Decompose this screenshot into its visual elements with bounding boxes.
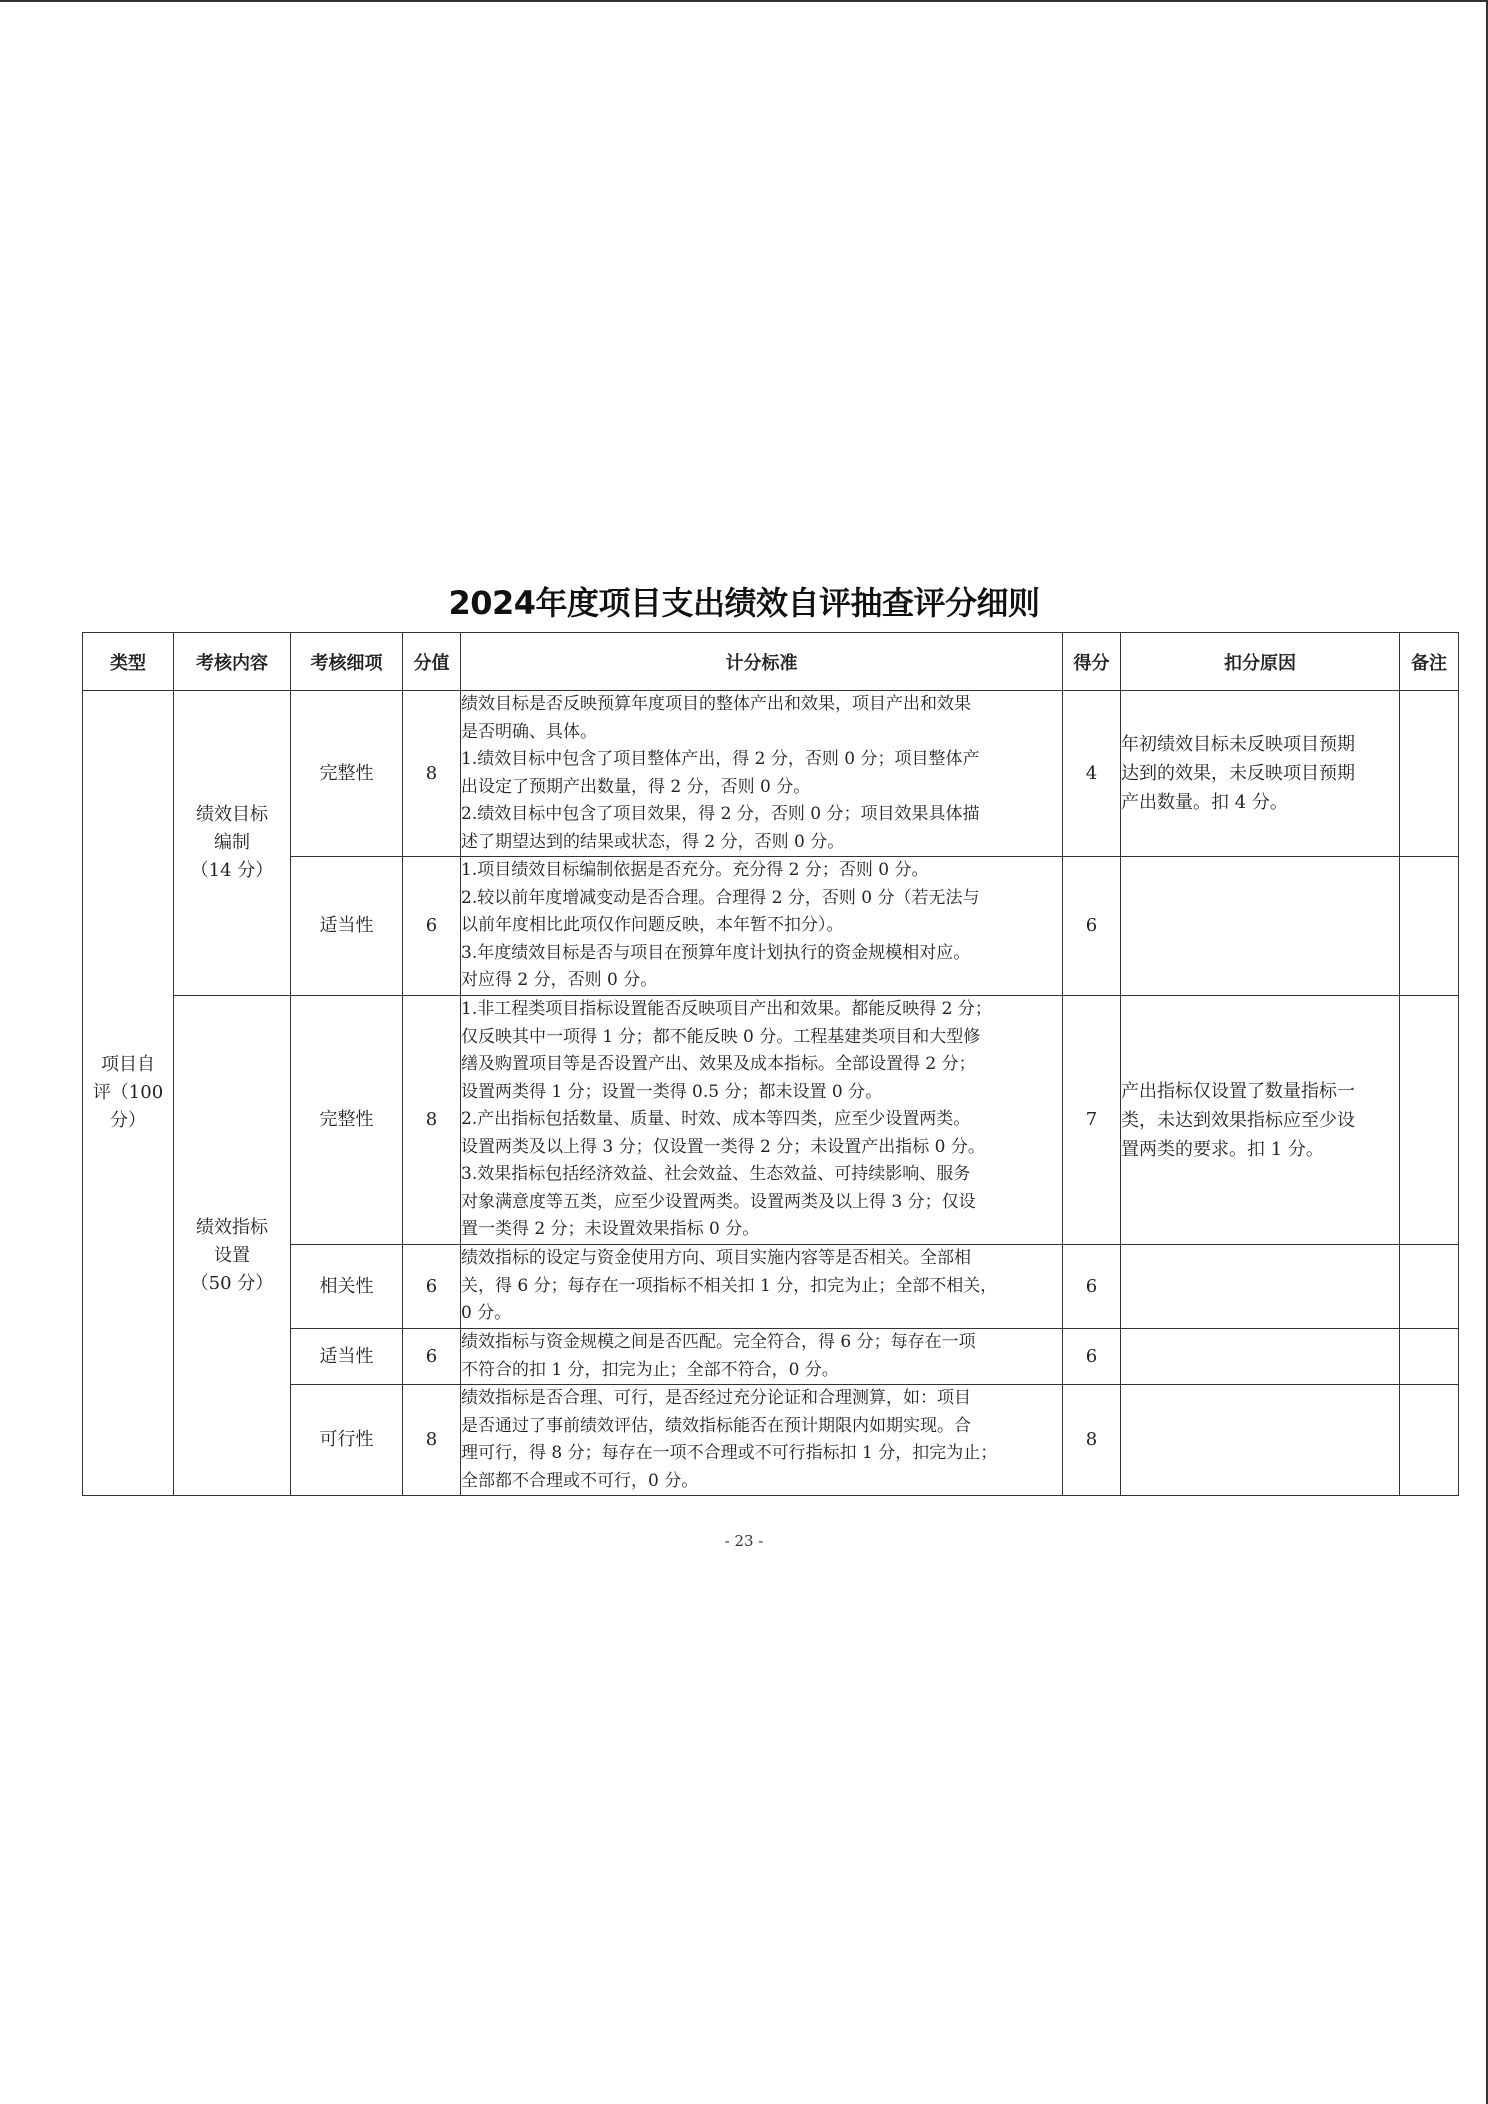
reason-cell — [1121, 1329, 1400, 1385]
score-cell: 8 — [1063, 1385, 1121, 1496]
group-cell-indicator-setting: 绩效指标 设置 （50 分） — [174, 996, 291, 1496]
page-number: - 23 - — [724, 1532, 764, 1550]
value-cell: 6 — [403, 1329, 461, 1385]
score-cell: 6 — [1063, 1245, 1121, 1329]
score-cell: 6 — [1063, 857, 1121, 996]
standard-cell: 绩效指标与资金规模之间是否匹配。完全符合，得 6 分；每存在一项 不符合的扣 1 分，扣完为止；全部不符合，0 分。 — [461, 1329, 1063, 1385]
remark-cell — [1400, 996, 1459, 1245]
remark-cell — [1400, 1245, 1459, 1329]
value-cell: 8 — [403, 1385, 461, 1496]
header-remark: 备注 — [1400, 633, 1459, 691]
standard-cell: 1.非工程类项目指标设置能否反映项目产出和效果。都能反映得 2 分； 仅反映其中一项得 1 分；都不能反映 0 分。工程基建类项目和大型修 缮及购置项目等是否设置产出、效果及成本指标。全部设置得 2 分； 设置两类得 1 分；设置一类得 0.5 分；都未设置 0 分。 2.产出指标包括数量、质量、时效、成本等四类，应至少设置两类。 设置两类及以上得 3 分；仅设置一类得 2 分；未设置产出指标 0 分。 3.效果指标包括经济效益、社会效益、生态效益、可持续影响、服务 对象满意度等五类，应至少设置两类。设置两类及以上得 3 分；仅设 置一类得 2 分；未设置效果指标 0 分。 — [461, 996, 1063, 1245]
reason-cell: 年初绩效目标未反映项目预期 达到的效果，未反映项目预期 产出数量。扣 4 分。 — [1121, 691, 1400, 857]
reason-cell — [1121, 857, 1400, 996]
header-standard: 计分标准 — [461, 633, 1063, 691]
remark-cell — [1400, 1329, 1459, 1385]
reason-cell: 产出指标仅设置了数量指标一 类，未达到效果指标应至少设 置两类的要求。扣 1 分。 — [1121, 996, 1400, 1245]
header-reason: 扣分原因 — [1121, 633, 1400, 691]
type-cell: 项目自 评（100 分） — [83, 691, 174, 1496]
detail-cell: 完整性 — [291, 691, 403, 857]
detail-cell: 可行性 — [291, 1385, 403, 1496]
detail-cell: 完整性 — [291, 996, 403, 1245]
detail-cell: 适当性 — [291, 857, 403, 996]
value-cell: 6 — [403, 857, 461, 996]
header-type: 类型 — [83, 633, 174, 691]
header-score: 得分 — [1063, 633, 1121, 691]
table-header-row — [83, 633, 1459, 691]
value-cell: 8 — [403, 996, 461, 1245]
score-cell: 6 — [1063, 1329, 1121, 1385]
score-cell: 4 — [1063, 691, 1121, 857]
table-row — [83, 691, 1459, 857]
header-detail: 考核细项 — [291, 633, 403, 691]
reason-cell — [1121, 1385, 1400, 1496]
detail-cell: 相关性 — [291, 1245, 403, 1329]
standard-cell: 绩效目标是否反映预算年度项目的整体产出和效果，项目产出和效果 是否明确、具体。 1.绩效目标中包含了项目整体产出，得 2 分，否则 0 分；项目整体产 出设定了预期产出数量，得 2 分，否则 0 分。 2.绩效目标中包含了项目效果，得 2 分，否则 0 分；项目效果具体描 述了期望达到的结果或状态，得 2 分，否则 0 分。 — [461, 691, 1063, 857]
value-cell: 6 — [403, 1245, 461, 1329]
header-value: 分值 — [403, 633, 461, 691]
reason-cell — [1121, 1245, 1400, 1329]
standard-cell: 绩效指标的设定与资金使用方向、项目实施内容等是否相关。全部相 关，得 6 分；每存在一项指标不相关扣 1 分，扣完为止；全部不相关， 0 分。 — [461, 1245, 1063, 1329]
remark-cell — [1400, 1385, 1459, 1496]
group-cell-goal-setting: 绩效目标 编制 （14 分） — [174, 691, 291, 996]
top-border-line — [0, 0, 1488, 2]
remark-cell — [1400, 691, 1459, 857]
scoring-table — [82, 632, 1459, 1496]
standard-cell: 绩效指标是否合理、可行，是否经过充分论证和合理测算，如：项目 是否通过了事前绩效评估，绩效指标能否在预计期限内如期实现。合 理可行，得 8 分；每存在一项不合理或不可行指标扣 1 分，扣完为止； 全部都不合理或不可行，0 分。 — [461, 1385, 1063, 1496]
standard-cell: 1.项目绩效目标编制依据是否充分。充分得 2 分；否则 0 分。 2.较以前年度增减变动是否合理。合理得 2 分，否则 0 分（若无法与 以前年度相比此项仅作问题反映，本年暂不扣分）。 3.年度绩效目标是否与项目在预算年度计划执行的资金规模相对应。 对应得 2 分，否则 0 分。 — [461, 857, 1063, 996]
table-row — [83, 996, 1459, 1245]
value-cell: 8 — [403, 691, 461, 857]
document-title: 2024年度项目支出绩效自评抽查评分细则 — [448, 584, 1040, 622]
score-cell: 7 — [1063, 996, 1121, 1245]
detail-cell: 适当性 — [291, 1329, 403, 1385]
remark-cell — [1400, 857, 1459, 996]
header-content: 考核内容 — [174, 633, 291, 691]
